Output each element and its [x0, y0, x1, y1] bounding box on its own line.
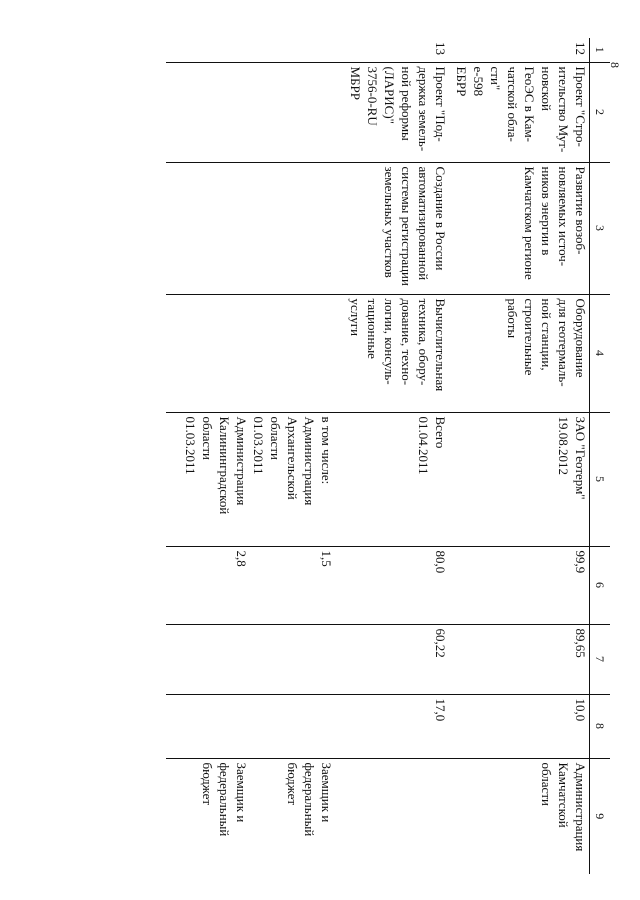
empty-cell	[166, 624, 250, 694]
value-col-7: 89,65	[449, 624, 590, 694]
table-subrow	[166, 38, 250, 874]
executor-date: в том числе: Администрация Архангельской области 01.03.2011	[250, 412, 335, 546]
table-subrow	[250, 38, 335, 874]
empty-cell	[166, 694, 250, 758]
empty-cell	[250, 38, 335, 62]
project-goal: Создание в России автоматизированной системы регистрации земельных участков	[335, 162, 449, 294]
value-col-6: 80,0	[335, 546, 449, 624]
executor-date: ЗАО "Геотерм" 19.08.2012	[449, 412, 590, 546]
header-col-1: 1	[590, 38, 611, 62]
procurement-items: Вычислительная техника, обору- дование, техно- логии, консуль- тационные услуги	[335, 294, 449, 412]
header-col-9: 9	[590, 758, 611, 874]
empty-cell	[250, 294, 335, 412]
value-col-7: 60,22	[335, 624, 449, 694]
empty-cell	[166, 294, 250, 412]
executor-date: Всего 01.04.2011	[335, 412, 449, 546]
funding-source: Заемщик и федеральный бюджет	[250, 758, 335, 874]
empty-cell	[250, 624, 335, 694]
header-row	[590, 38, 611, 874]
funding-source: Заемщик и федеральный бюджет	[166, 758, 250, 874]
header-col-4: 4	[590, 294, 611, 412]
header-col-7: 7	[590, 624, 611, 694]
header-col-6: 6	[590, 546, 611, 624]
value-col-6: 1,5	[250, 546, 335, 624]
value-col-8: 17,0	[335, 694, 449, 758]
procurement-items: Оборудование для геотермаль- ной станции, строительные работы	[449, 294, 590, 412]
projects-table	[166, 38, 610, 874]
empty-cell	[250, 694, 335, 758]
row-number: 12	[449, 38, 590, 62]
value-col-6: 99,9	[449, 546, 590, 624]
header-col-3: 3	[590, 162, 611, 294]
empty-cell	[166, 62, 250, 162]
empty-cell	[166, 38, 250, 62]
table-row	[449, 38, 590, 874]
project-goal: Развитие возоб- новляемых источ- ников энергии в Камчатском регионе	[449, 162, 590, 294]
table-row	[335, 38, 449, 874]
row-number: 13	[335, 38, 449, 62]
funding-source: Администрация Камчатской области	[449, 758, 590, 874]
funding-source	[335, 758, 449, 874]
project-name: Проект "Стро- ительство Мут- новской ГеоЭС в Кам- чатской обла- сти" e-598 ЕБРР	[449, 62, 590, 162]
value-col-6: 2,8	[166, 546, 250, 624]
executor-date: Администрация Калининградской области 01.03.2011	[166, 412, 250, 546]
header-col-2: 2	[590, 62, 611, 162]
page-number: 8	[608, 62, 622, 68]
project-name: Проект "Под- держка земель- ной реформы (ЛАРИС)" 3756-0-RU МБРР	[335, 62, 449, 162]
empty-cell	[166, 162, 250, 294]
value-col-8: 10,0	[449, 694, 590, 758]
rotated-table-sheet	[60, 38, 610, 874]
empty-cell	[250, 62, 335, 162]
header-col-8: 8	[590, 694, 611, 758]
empty-cell	[250, 162, 335, 294]
header-col-5: 5	[590, 412, 611, 546]
